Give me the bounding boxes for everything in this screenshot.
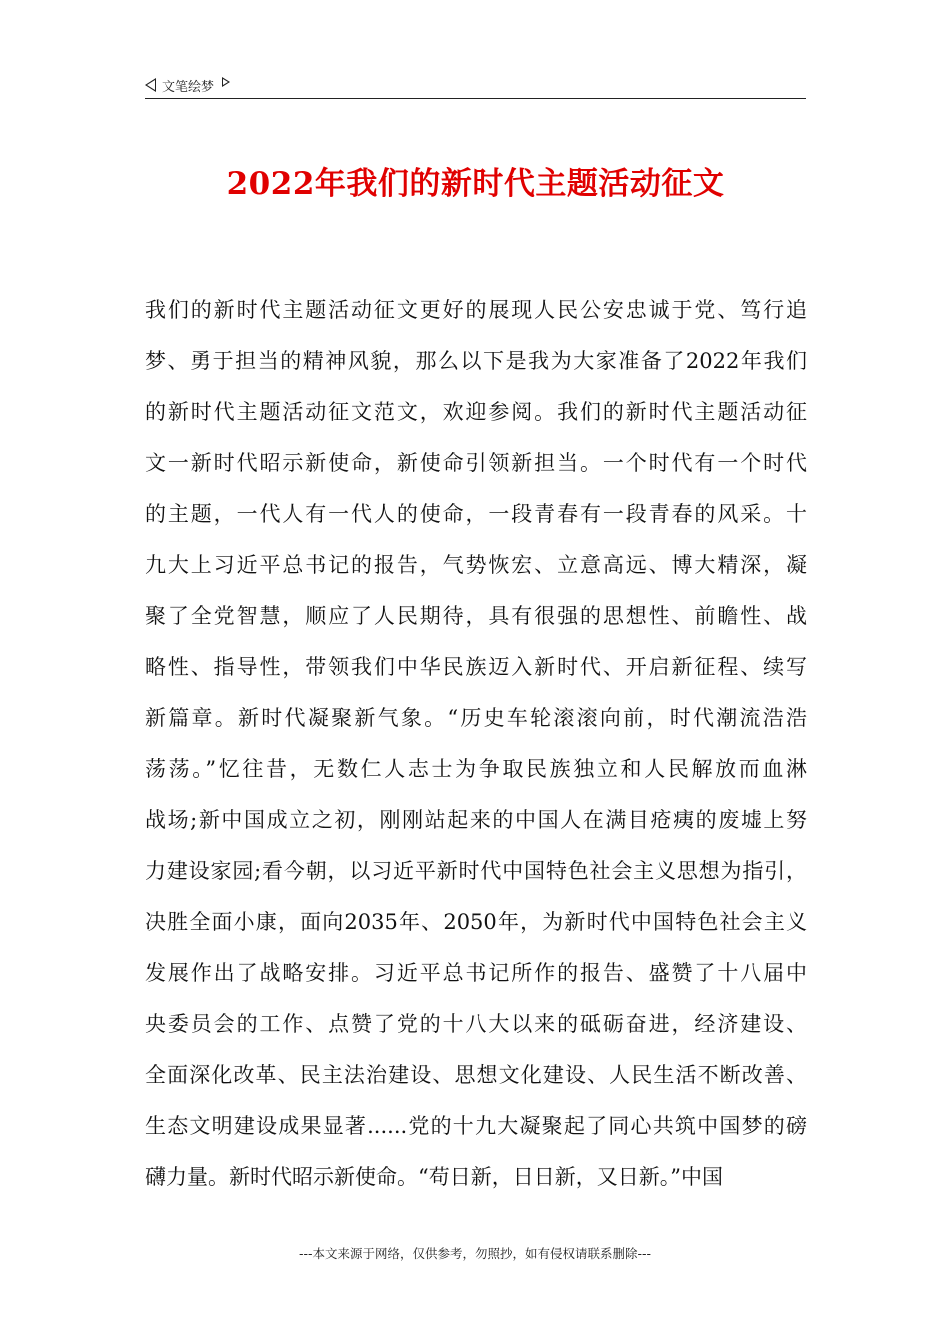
- body-line: 生态文明建设成果显著......党的十九大凝聚起了同心共筑中国梦的磅: [145, 1114, 807, 1138]
- body-line: 战场;新中国成立之初，刚刚站起来的中国人在满目疮痍的废墟上努: [145, 808, 807, 832]
- body-line: 荡荡。”忆往昔，无数仁人志士为争取民族独立和人民解放而血淋: [145, 757, 807, 781]
- triangle-left-icon: [145, 78, 156, 92]
- body-line: 礴力量。新时代昭示新使命。“苟日新，日日新，又日新。”中国: [145, 1165, 723, 1189]
- body-line: 的新时代主题活动征文范文，欢迎参阅。我们的新时代主题活动征: [145, 400, 807, 424]
- body-line: 略性、指导性，带领我们中华民族迈入新时代、开启新征程、续写: [145, 655, 807, 679]
- body-line: 央委员会的工作、点赞了党的十八大以来的砥砺奋进，经济建设、: [145, 1012, 807, 1036]
- header-brand: 文笔绘梦: [162, 79, 215, 95]
- triangle-right-icon: [222, 77, 230, 87]
- body-line: 力建设家园;看今朝，以习近平新时代中国特色社会主义思想为指引，: [145, 859, 807, 883]
- body-line: 聚了全党智慧，顺应了人民期待，具有很强的思想性、前瞻性、战: [145, 604, 807, 628]
- body-line: 文一新时代昭示新使命，新使命引领新担当。一个时代有一个时代: [145, 451, 807, 475]
- footer-disclaimer: ---本文来源于网络，仅供参考，勿照抄，如有侵权请联系删除---: [298, 1246, 652, 1261]
- body-line: 全面深化改革、民主法治建设、思想文化建设、人民生活不断改善、: [145, 1063, 807, 1087]
- body-line: 九大上习近平总书记的报告，气势恢宏、立意高远、博大精深，凝: [145, 553, 807, 577]
- body-line: 的主题，一代人有一代人的使命，一段青春有一段青春的风采。十: [145, 502, 807, 526]
- body-line: 发展作出了战略安排。习近平总书记所作的报告、盛赞了十八届中: [145, 961, 807, 985]
- document-body: [145, 292, 807, 1210]
- body-line: 新篇章。新时代凝聚新气象。“历史车轮滚滚向前，时代潮流浩浩: [145, 706, 807, 730]
- document-title: 2022年我们的新时代主题活动征文: [226, 166, 725, 202]
- body-line: 决胜全面小康，面向2035年、2050年，为新时代中国特色社会主义: [145, 910, 807, 934]
- body-line: 梦、勇于担当的精神风貌，那么以下是我为大家准备了2022年我们: [145, 349, 807, 373]
- body-line: 我们的新时代主题活动征文更好的展现人民公安忠诚于党、笃行追: [145, 298, 807, 322]
- page-header: [145, 72, 806, 99]
